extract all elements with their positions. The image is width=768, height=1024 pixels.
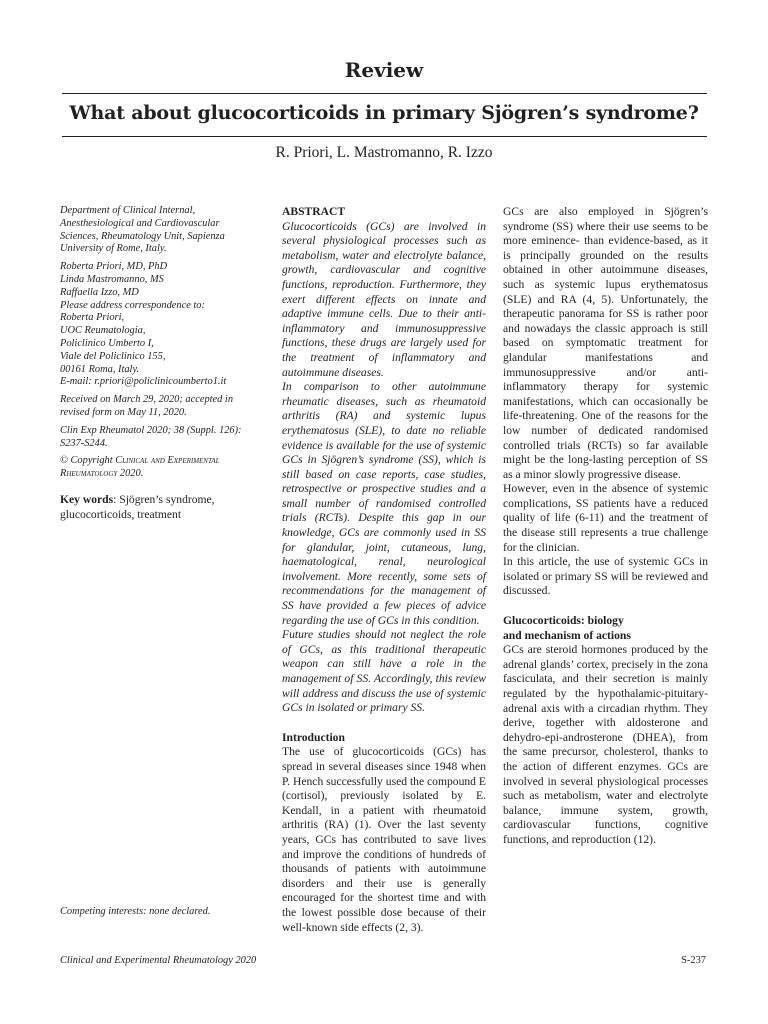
article-title: What about glucocorticoids in primary Sjögren’s syndrome? [69, 102, 699, 124]
affiliation: Department of Clinical Internal, Anesthesiological and Cardiovascular Sciences, Rheumatology Unit, Sapienza University of Rome, Italy. [60, 205, 225, 255]
intro-paragraph: The use of glucocorticoids (GCs) has spread in several diseases since 1948 when P. Hench successfully used the compound E (cortisol), previously isolated by E. Kendall, in a patient with rheumatoid arthritis (RA) (1). Over the last seventy years, GCs has contributed to save lives and improve the conditions of hundreds of thousands of patients with autoimmune disorders and their use is generally encouraged for the shortest time and with the lowest possible dose because of their well-known side effects (2, 3). [282, 745, 486, 934]
sidebar-metadata [60, 205, 250, 522]
copyright [60, 455, 250, 481]
title-rule-bottom [62, 136, 707, 137]
biology-paragraph: GCs are steroid hormones produced by the adrenal glands’ cortex, precisely in the zona fasciculata, and their secretion is mainly regulated by the hypothalamic-pituitary-adrenal axis with a circadian rhythm. They derive, together with aldosterone and dehydro-epi-androsterone (DHEA), from the same precursor, cholesterol, thanks to the action of different enzymes. GCs are involved in several physiological processes such as metabolism, water and electrolyte balance, immune system, growth, cardiovascular functions, cognitive functions, and reproduction (12). [503, 643, 708, 846]
intro-paragraph: GCs are also employed in Sjögren’s syndrome (SS) where their use seems to be more eminence- than evidence-based, as it is principally grounded on the results obtained in other autoimmune diseases, such as systemic lupus erythematosus (SLE) and RA (4, 5). Unfortunately, the therapeutic panorama for SS is rather poor and nowadays the classic approach is still based on symptomatic treatment for glandular manifestations and immunosuppressive and/or anti-inflammatory therapy for systemic manifestations, which can occasionally be life-threatening. One of the reasons for the low number of dedicated randomised controlled trials (RCTs) so far available might be the long-lasting perception of SS as a minor slowly progressive disease. [503, 205, 708, 481]
author-name: Raffaella Izzo, MD [60, 286, 139, 298]
address-line: Policlinico Umberto I, [60, 337, 154, 349]
received-dates: Received on March 29, 2020; accepted in revised form on May 11, 2020. [60, 394, 234, 418]
abstract-paragraph: Future studies should not neglect the role of GCs, as this traditional therapeutic weapon can still have a role in the management of SS. Accordingly, this review will address and discuss the use of systemic GCs in isolated or primary SS. [282, 628, 486, 715]
abstract-paragraph: In comparison to other autoimmune rheumatic diseases, such as rheumatoid arthritis (RA) and systemic lupus erythematosus (SLE), to date no reliable evidence is available for the use of systemic GCs in Sjögren’s syndrome (SS), which is still based on case reports, case studies, retrospective or prospective studies and a small number of randomised controlled trials (RCTs). Despite this gap in our knowledge, GCs are commonly used in SS for glandular, joint, cutaneous, lung, haematological, renal, neurological involvement. More recently, some sets of recommendations for the management of SS have provided a few pieces of advice regarding the use of GCs in this condition. [282, 380, 486, 627]
citation: Clin Exp Rheumatol 2020; 38 (Suppl. 126): S237-S244. [60, 424, 242, 449]
intro-paragraph: However, even in the absence of systemic complications, SS patients have a reduced quality of life (6-11) and the treatment of the disease still represents a true challenge for the clinician. [503, 482, 708, 554]
introduction-heading: Introduction [282, 730, 345, 744]
section-label: Review [344, 58, 424, 82]
body-column-right [503, 205, 708, 848]
biology-heading-line1: Glucocorticoids: biology [503, 614, 624, 628]
email-link[interactable]: E-mail: r.priori@policlinicoumberto1.it [60, 376, 227, 388]
copyright-journal: Clinical and Experimental Rheumatology [60, 455, 220, 480]
address-line: Roberta Priori, [60, 312, 125, 324]
page-number: S-237 [681, 955, 706, 966]
keywords [60, 493, 250, 522]
keywords-list: : Sjögren’s syndrome, glucocorticoids, treatment [60, 492, 215, 521]
address-line: Viale del Policlinico 155, [60, 350, 166, 362]
keywords-label: Key words [60, 492, 114, 506]
address-line: UOC Reumatologia, [60, 325, 146, 337]
author-line: R. Priori, L. Mastromanno, R. Izzo [275, 144, 493, 161]
address-line: 00161 Roma, Italy. [60, 363, 140, 375]
biology-heading-line2: and mechanism of actions [503, 628, 631, 642]
author-name: Roberta Priori, MD, PhD [60, 261, 168, 273]
copyright-prefix: © Copyright [60, 455, 116, 467]
author-name: Linda Mastromanno, MS [60, 273, 164, 285]
title-rule-top [62, 93, 707, 94]
abstract-column [282, 205, 486, 935]
footer-journal: Clinical and Experimental Rheumatology 2020 [60, 955, 257, 966]
abstract-paragraph: Glucocorticoids (GCs) are involved in several physiological processes such as metabolism, water and electrolyte balance, growth, cardiovascular and cognitive functions, reproduction. Furthermore, they exert different effects on innate and adaptive immune cells. Due to their anti-inflammatory and immunosuppressive functions, these drugs are largely used for the treatment of inflammatory and autoimmune diseases. [282, 219, 486, 379]
intro-paragraph: In this article, the use of systemic GCs in isolated or primary SS will be reviewed and discussed. [503, 555, 708, 598]
abstract-heading: ABSTRACT [282, 205, 346, 218]
correspondence-label: Please address correspondence to: [60, 299, 205, 311]
copyright-year: 2020. [117, 468, 144, 480]
competing-interests: Competing interests: none declared. [60, 906, 211, 917]
